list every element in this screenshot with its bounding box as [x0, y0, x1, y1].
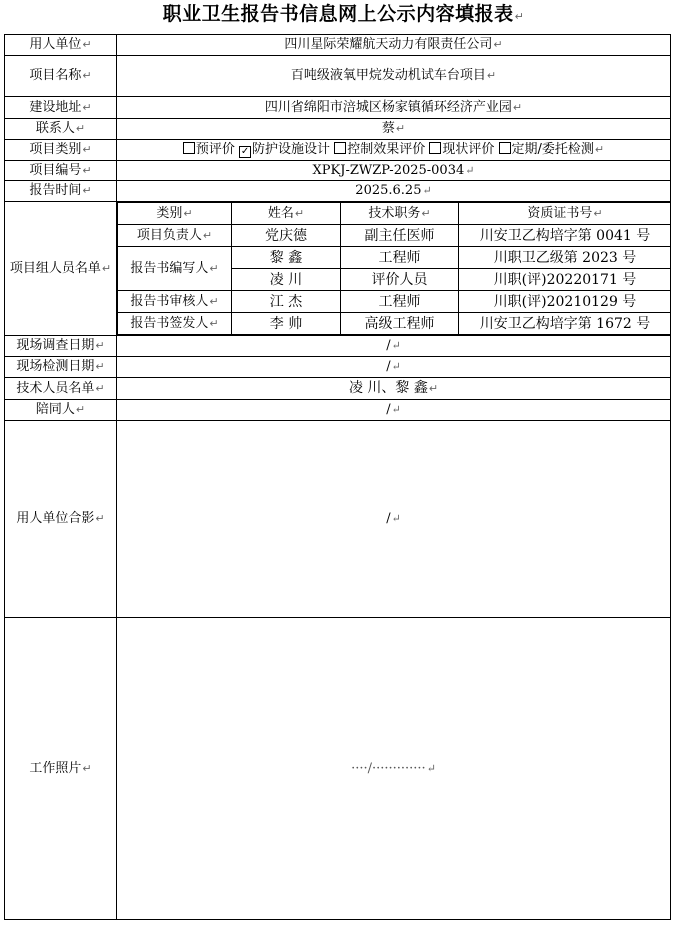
- survey-date-value: /↵: [117, 336, 671, 357]
- writer2-title: 评价人员: [341, 269, 459, 291]
- reviewer-role: 报告书审核人↵: [118, 291, 232, 313]
- form-title: 职业卫生报告书信息网上公示内容填报表↵: [162, 3, 525, 25]
- category-option-pre-evaluation[interactable]: 预评价: [183, 142, 235, 157]
- accompany-value: /↵: [117, 400, 671, 421]
- writer1-cert: 川职卫乙级第 2023 号: [459, 247, 671, 269]
- report-time-label: 报告时间↵: [5, 181, 117, 202]
- contact-label: 联系人↵: [5, 119, 117, 140]
- writer1-name: 黎 鑫: [232, 247, 341, 269]
- table-row: [118, 225, 671, 247]
- team-header-name: 姓名↵: [232, 203, 341, 225]
- address-label: 建设地址↵: [5, 97, 117, 119]
- employer-value: 四川星际荣耀航天动力有限责任公司↵: [117, 35, 671, 56]
- tech-staff-value: 凌 川、黎 鑫↵: [117, 378, 671, 400]
- checkbox-icon[interactable]: [499, 142, 511, 154]
- project-no-value: XPKJ-ZWZP-2025-0034↵: [117, 161, 671, 181]
- leader-cert: 川安卫乙构培字第 0041 号: [459, 225, 671, 247]
- checkbox-checked-icon[interactable]: ✓: [240, 146, 250, 157]
- leader-name: 党庆德: [232, 225, 341, 247]
- work-photo-area: ····/·············↵: [117, 618, 671, 920]
- project-name-value: 百吨级液氧甲烷发动机试车台项目↵: [117, 56, 671, 97]
- group-photo-label: 用人单位合影↵: [5, 421, 117, 618]
- team-table: [117, 202, 671, 335]
- signer-title: 高级工程师: [341, 313, 459, 335]
- team-label: 项目组人员名单↵: [5, 202, 117, 336]
- reviewer-name: 江 杰: [232, 291, 341, 313]
- category-option-protection-design[interactable]: ✓ 防护设施设计: [240, 142, 331, 157]
- signer-name: 李 帅: [232, 313, 341, 335]
- survey-date-label: 现场调查日期↵: [5, 336, 117, 357]
- leader-title: 副主任医师: [341, 225, 459, 247]
- table-row: [118, 247, 671, 269]
- team-header-title: 技术职务↵: [341, 203, 459, 225]
- table-row: [118, 291, 671, 313]
- leader-role: 项目负责人↵: [118, 225, 232, 247]
- category-option-status-evaluation[interactable]: 现状评价: [429, 142, 494, 157]
- checkbox-icon[interactable]: [334, 142, 346, 154]
- work-photo-label: 工作照片↵: [5, 618, 117, 920]
- reviewer-cert: 川职(评)20210129 号: [459, 291, 671, 313]
- team-header-category: 类别↵: [118, 203, 232, 225]
- group-photo-area: /↵: [117, 421, 671, 618]
- reviewer-title: 工程师: [341, 291, 459, 313]
- category-option-control-evaluation[interactable]: 控制效果评价: [334, 142, 425, 157]
- address-value: 四川省绵阳市涪城区杨家镇循环经济产业园↵: [117, 97, 671, 119]
- employer-label: 用人单位↵: [5, 35, 117, 56]
- signer-cert: 川安卫乙构培字第 1672 号: [459, 313, 671, 335]
- table-row: [118, 313, 671, 335]
- report-time-value: 2025.6.25↵: [117, 181, 671, 202]
- project-name-label: 项目名称↵: [5, 56, 117, 97]
- disclosure-form-table: [4, 34, 671, 920]
- team-header-cert: 资质证书号↵: [459, 203, 671, 225]
- checkbox-icon[interactable]: [183, 142, 195, 154]
- accompany-label: 陪同人↵: [5, 400, 117, 421]
- contact-value: 蔡↵: [117, 119, 671, 140]
- writer1-title: 工程师: [341, 247, 459, 269]
- category-options: 预评价 ✓ 防护设施设计 控制效果评价 现状评价 定期/委托检测↵: [117, 140, 671, 161]
- writer2-name: 凌 川: [232, 269, 341, 291]
- category-option-periodic-testing[interactable]: 定期/委托检测: [499, 142, 594, 157]
- writer-role: 报告书编写人↵: [118, 247, 232, 291]
- writer2-cert: 川职(评)20220171 号: [459, 269, 671, 291]
- signer-role: 报告书签发人↵: [118, 313, 232, 335]
- test-date-value: /↵: [117, 357, 671, 378]
- test-date-label: 现场检测日期↵: [5, 357, 117, 378]
- checkbox-icon[interactable]: [429, 142, 441, 154]
- project-no-label: 项目编号↵: [5, 161, 117, 181]
- category-label: 项目类别↵: [5, 140, 117, 161]
- tech-staff-label: 技术人员名单↵: [5, 378, 117, 400]
